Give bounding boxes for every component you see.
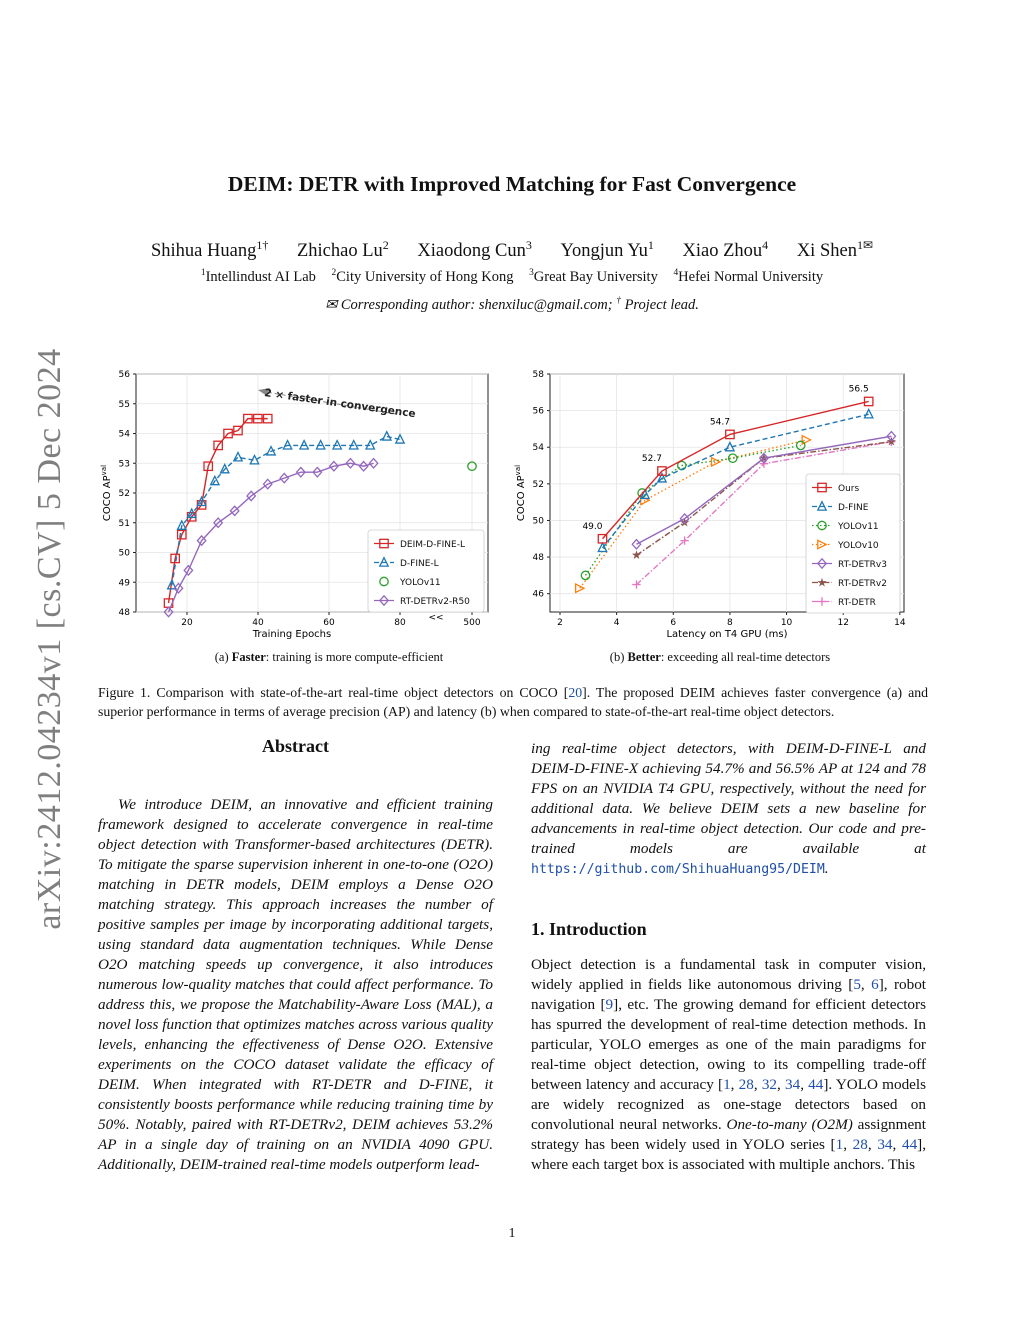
citation-link[interactable]: 32 [761, 1076, 778, 1093]
x-tick-label: 6 [670, 618, 677, 628]
y-tick-label: 56 [532, 406, 544, 417]
y-tick-label: 56 [118, 370, 130, 380]
citation-link[interactable]: 1 [835, 1136, 844, 1153]
abstract-heading: Abstract [262, 736, 329, 756]
data-label: 49.0 [582, 521, 603, 532]
y-tick-label: 50 [532, 516, 544, 527]
x-tick-label: 8 [727, 618, 733, 628]
author-list [0, 238, 1024, 262]
affiliation: $^3$Great Bay University [529, 268, 658, 285]
legend-label: DEIM-D-FINE-L [400, 540, 465, 550]
legend-label: YOLOv11 [400, 578, 441, 588]
abstract-text: We introduce DEIM, an innovative and efficient training framework designed to accelerate convergence in real-time object detection with Transformer-based architectures (DETR). To mitigate the sparse supervision inherent in one-to-one (O2O) matching in DETR models, DEIM employs a Dense O2O matching strategy. This approach increases the number of positive samples per image by incorporating additional targets, using standard data augmentation techniques. While Dense O2O matching speeds up convergence, it also introduces numerous low-quality matches that could affect performance. To address this, we propose the Matchability-Aware Loss (MAL), a novel loss function that optimizes matches across various quality levels, enhancing the effectiveness of Dense O2O. Extensive experiments on the COCO dataset validate the efficacy of DEIM. When integrated with RT-DETR and D-FINE, it consistently boosts performance while reducing training time by 50%. Notably, paired with RT-DETRv2, DEIM achieves 53.2% AP in a single day of training on an NVIDIA 4090 GPU. Additionally, DEIM-trained real-time models outperform lead- [98, 796, 493, 1173]
legend-label: YOLOv11 [838, 522, 879, 532]
author: Zhichao Lu$^2$ [296, 238, 389, 262]
legend-label: RT-DETR [838, 598, 876, 608]
legend-label: Ours [838, 484, 860, 494]
y-axis-label-sup: val [100, 464, 108, 476]
page-number: 1 [508, 1226, 516, 1241]
chart-latency [510, 362, 915, 644]
abstract-continued: ing real-time object detectors, with DEIM-D-FINE-L and DEIM-D-FINE-X achieving 54.7% and 56.5% AP at 124 and 78 FPS on an NVIDIA T4 GPU, respectively, without the need for additional data. We believe DEIM sets a new baseline for advancements in real-time object detection. Our code and pre-trained models are available at https://github.com/ShihuaHuang95/DEIM. [531, 740, 926, 877]
legend-label: YOLOv10 [838, 541, 879, 551]
citation-link[interactable]: 28 [738, 1076, 754, 1093]
y-tick-label: 54 [118, 429, 130, 440]
citation-link[interactable]: 20 [568, 685, 583, 700]
x-tick-label: 4 [613, 618, 620, 628]
x-tick-label: 500 [463, 618, 481, 628]
legend-label: RT-DETRv2-R50 [400, 597, 470, 607]
y-tick-label: 46 [532, 589, 544, 600]
x-tick-label: 80 [394, 618, 406, 628]
data-label: 54.7 [709, 417, 730, 428]
citation-link[interactable]: 5 [853, 976, 861, 993]
x-axis-label: Training Epochs [252, 629, 332, 640]
author: Shihua Huang$^{1\dagger}$ [150, 238, 269, 262]
y-axis-label-sup: val [514, 464, 522, 476]
y-tick-label: 48 [532, 553, 544, 564]
author: Xiaodong Cun$^3$ [417, 238, 532, 262]
y-tick-label: 52 [532, 479, 544, 490]
citation-link[interactable]: 6 [871, 976, 879, 993]
x-tick-label: 40 [252, 618, 264, 628]
y-axis-label: COCO $AP^{val}$ [514, 464, 527, 522]
affiliation: $^4$Hefei Normal University [673, 268, 824, 285]
x-tick-label: 2 [557, 618, 563, 628]
code-url-link[interactable]: https://github.com/ShihuaHuang95/DEIM [531, 862, 825, 877]
y-tick-label: 53 [118, 459, 130, 470]
citation-link[interactable]: 9 [605, 996, 614, 1013]
author: Xiao Zhou$^4$ [682, 238, 769, 262]
data-point: ★ [679, 515, 690, 530]
affiliation: $^1$Intellindust AI Lab [200, 268, 316, 285]
data-label: 56.5 [848, 384, 869, 395]
paper-title: DEIM: DETR with Improved Matching for Fast Convergence [227, 172, 797, 196]
y-tick-label: 49 [118, 578, 130, 589]
axis-break: << [428, 613, 444, 623]
y-axis-label: COCO $AP^{val}$ [100, 464, 113, 522]
x-tick-label: 14 [894, 618, 906, 628]
x-tick-label: 60 [323, 618, 335, 628]
x-tick-label: 10 [780, 618, 793, 628]
subcaption-a: (a) Faster: training is more compute-efficient [214, 650, 444, 664]
citation-link[interactable]: 44 [901, 1136, 918, 1153]
legend-label: D-FINE [838, 503, 869, 513]
legend-label: RT-DETRv2 [838, 579, 887, 589]
y-tick-label: 52 [118, 489, 130, 499]
affiliation: $^2$City University of Hong Kong [331, 268, 514, 285]
corresponding-author: ✉ Corresponding author: shenxiluc@gmail.com; † Project lead. [325, 296, 699, 313]
section-heading-introduction: 1. Introduction [531, 919, 647, 939]
chart-training-epochs [96, 362, 496, 644]
data-point: ★ [816, 575, 828, 590]
annotation-text: 2 × faster in convergence [263, 387, 417, 421]
subcaption-b: (b) Better: exceeding all real-time detectors [609, 650, 831, 664]
y-tick-label: 58 [532, 370, 544, 380]
arxiv-stamp: arXiv:2412.04234v1 [cs.CV] 5 Dec 2024 [31, 348, 68, 930]
citation-link[interactable]: 44 [808, 1076, 824, 1093]
citation-link[interactable]: 28 [852, 1136, 868, 1153]
x-tick-label: 12 [837, 618, 849, 628]
citation-link[interactable]: 1 [723, 1076, 731, 1093]
data-label: 52.7 [641, 454, 662, 465]
y-tick-label: 48 [118, 608, 130, 618]
y-tick-label: 50 [118, 548, 130, 559]
author: Xi Shen$^{1✉}$ [796, 238, 874, 262]
citation-link[interactable]: 34 [877, 1136, 893, 1153]
affiliation-list [0, 268, 1024, 286]
data-point: ★ [758, 451, 770, 466]
legend-label: RT-DETRv3 [838, 560, 887, 570]
y-tick-label: 51 [118, 518, 130, 529]
citation-link[interactable]: 34 [785, 1076, 801, 1093]
figure-caption: Figure 1. Comparison with state-of-the-art real-time object detectors on COCO [20]. The proposed DEIM achieves faster convergence (a) and superior performance in terms of average precision (AP) and latency (b) when compared to state-of-the-art real-time object detectors. [98, 685, 928, 719]
data-point: ★ [631, 548, 642, 563]
y-tick-label: 55 [118, 399, 130, 410]
intro-paragraph: Object detection is a fundamental task in computer vision, widely applied in fields like autonomous driving [5, 6], robot navigation [9], etc. The growing demand for efficient detectors has spurred the development of real-time detection methods. In particular, YOLO emerges as one of the main paradigms for real-time object detection, owing to its compelling trade-off between latency and accuracy [1, 28, 32, 34, 44]. YOLO models are widely recognized as one-stage detectors based on convolutional neural networks. One-to-many (O2M) assignment strategy has been widely used in YOLO series [1, 28, 34, 44], where each target box is associated with multiple anchors. This [531, 956, 927, 1173]
x-axis-label: Latency on T4 GPU (ms) [666, 629, 788, 640]
x-tick-label: 20 [181, 618, 193, 628]
data-point: ★ [885, 434, 897, 449]
legend-label: D-FINE-L [400, 559, 439, 569]
author: Yongjun Yu$^1$ [560, 238, 654, 262]
y-tick-label: 54 [532, 443, 544, 454]
